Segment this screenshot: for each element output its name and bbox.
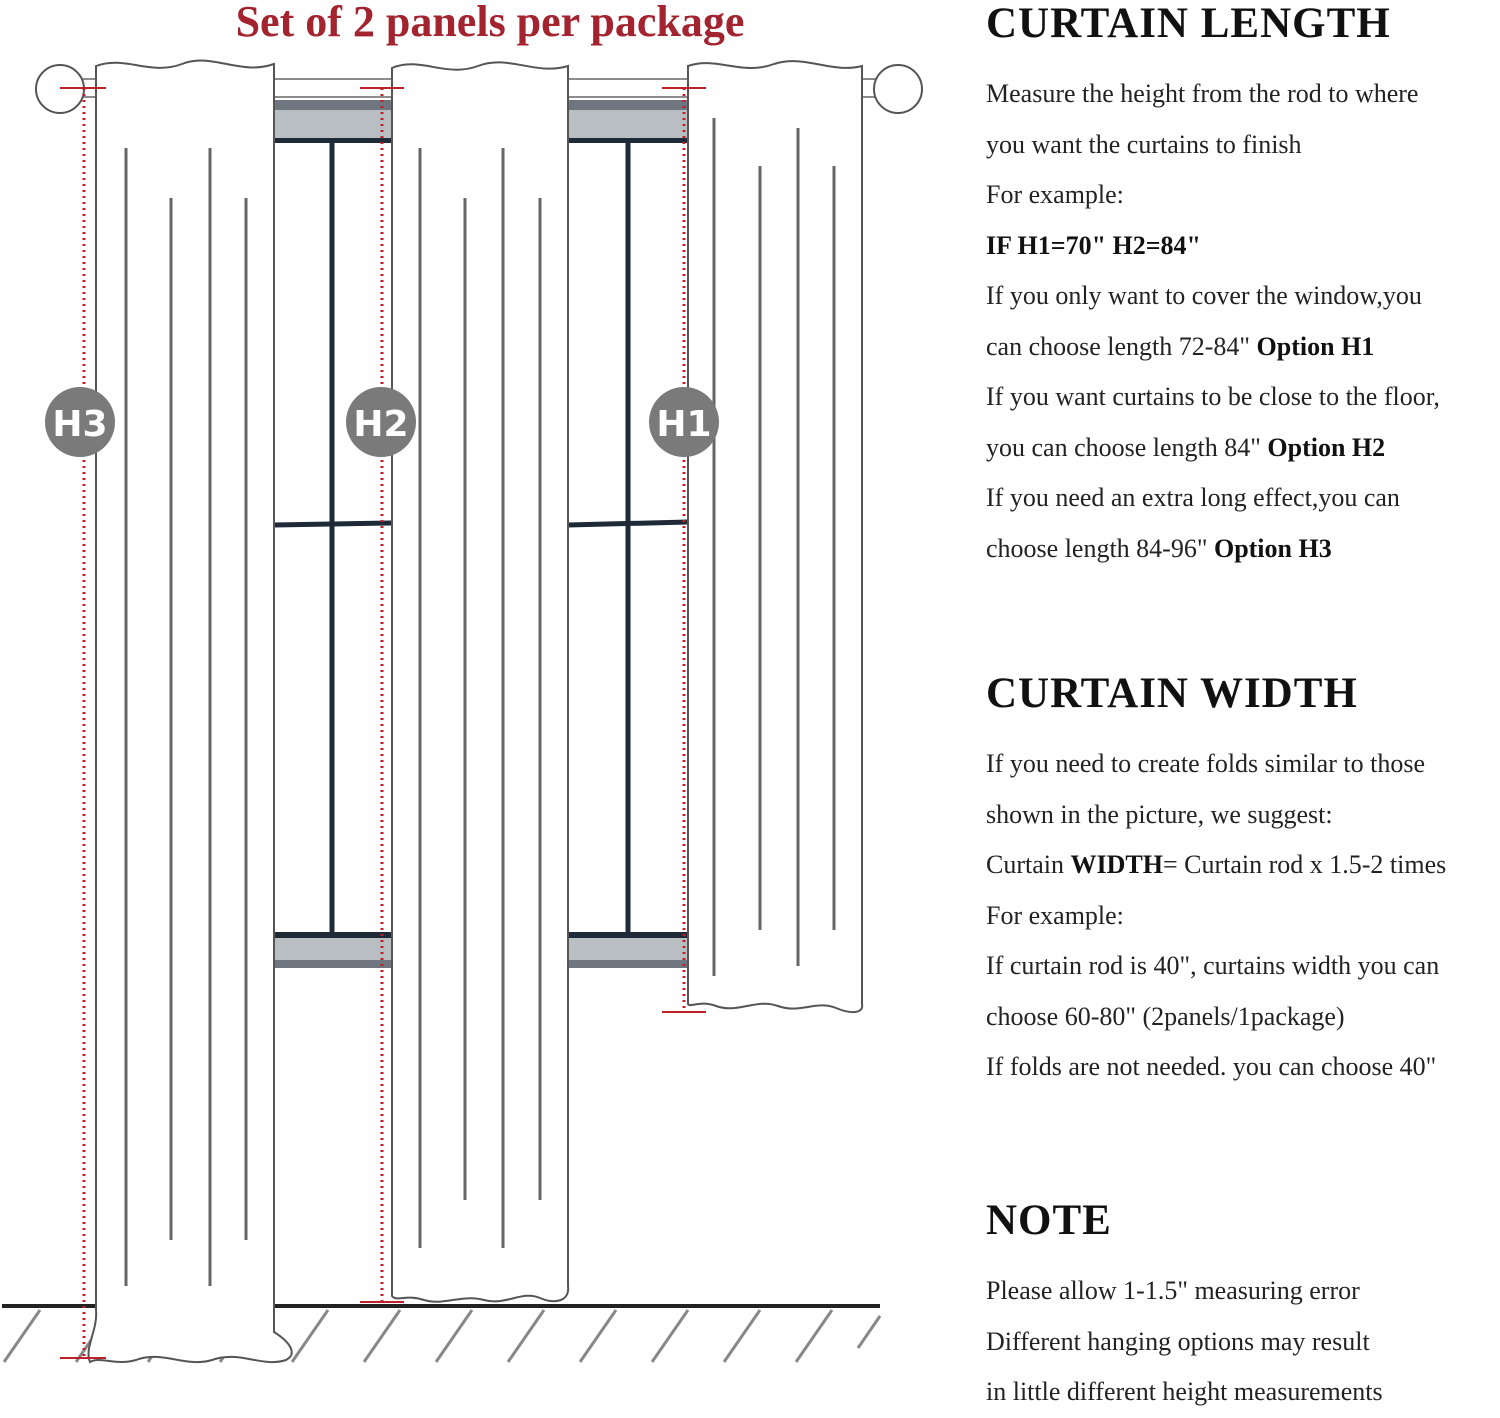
note-line: Different hanging options may result [986,1326,1370,1356]
window-pane-right [568,100,688,968]
badge-h1 [649,387,719,457]
badge-h3 [45,387,115,457]
note-section [986,1197,1500,1418]
curtain-width-heading: CURTAIN WIDTH [986,670,1358,717]
badge-h2-label: H2 [353,404,409,445]
width-line: If folds are not needed. you can choose 40" [986,1052,1437,1081]
curtain-panel-h1 [688,61,862,1012]
curtain-panel-h3 [88,61,291,1363]
badge-h3-label: H3 [52,404,108,445]
length-line: If you only want to cover the window,you [986,281,1422,310]
length-line: you want the curtains to finish [986,129,1302,159]
window-pane-left [274,100,392,968]
width-line: choose 60-80" (2panels/1package) [986,1001,1345,1031]
width-line: For example: [986,900,1124,930]
note-heading: NOTE [986,1197,1112,1244]
length-line: Measure the height from the rod to where [986,79,1419,108]
curtain-length-section [986,0,1500,574]
note-line: Please allow 1-1.5" measuring error [986,1276,1360,1305]
length-line: For example: [986,180,1124,209]
length-line: If you want curtains to be close to the floor, [986,382,1440,411]
length-line: If you need an extra long effect,you can [986,483,1400,512]
width-line: If curtain rod is 40", curtains width you can [986,951,1440,980]
length-option-h2: you can choose length 84" Option H2 [986,432,1386,462]
curtain-length-heading: CURTAIN LENGTH [986,0,1391,47]
curtain-panel-h2 [392,62,568,1301]
curtain-width-section [986,670,1500,1093]
width-line: shown in the picture, we suggest: [986,799,1333,829]
note-line: in little different height measurements [986,1377,1383,1406]
length-option-h1: can choose length 72-84" Option H1 [986,331,1375,361]
width-line: If you need to create folds similar to those [986,749,1425,778]
badge-h2 [346,387,416,457]
width-formula-line: Curtain WIDTH= Curtain rod x 1.5-2 times [986,850,1447,879]
length-option-h3: choose length 84-96" Option H3 [986,533,1332,563]
package-title: Set of 2 panels per package [235,0,745,46]
badge-h1-label: H1 [656,404,712,445]
rod-finial-right [874,65,922,113]
length-example-line: IF H1=70" H2=84" [986,230,1201,260]
